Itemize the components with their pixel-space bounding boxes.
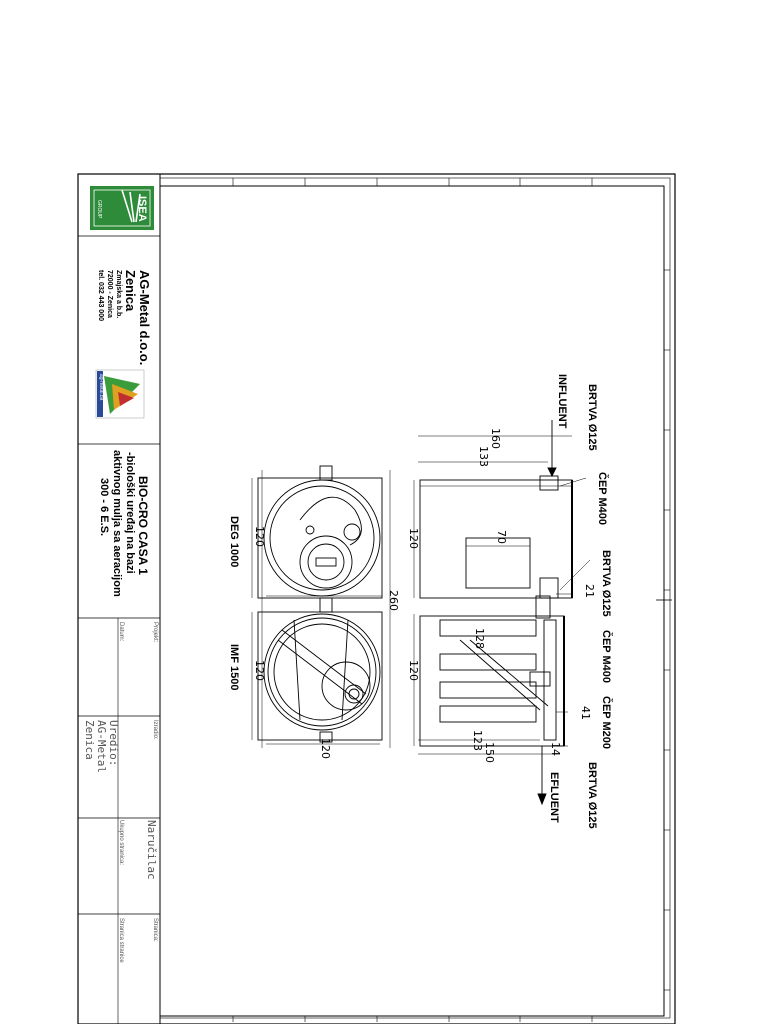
dim-120a: 120 (407, 528, 420, 549)
deg-view-label: DEG 1000 (228, 516, 240, 568)
product-line4: 300 - 6 E.S. (98, 478, 110, 537)
web-text: ag-metal.ba (98, 374, 104, 401)
ukupno-label: Ukupno stranica: (118, 820, 124, 866)
company-name: AG-Metal d.o.o. (137, 270, 152, 366)
cep-m400-a-label: ČEP M400 (596, 472, 608, 525)
product-line2: -biološki uređaj na bazi (124, 452, 136, 574)
dim-120c: 120 (253, 526, 266, 547)
company-phone: tel. 032 443 000 (97, 270, 104, 321)
company-postal: 72000 - Zenica (106, 270, 113, 318)
company-street: Zmajska a b.b. (115, 270, 122, 319)
influent-label: INFLUENT (556, 374, 568, 429)
izradio-value1: Uredio: (107, 720, 120, 767)
deg-tank-top-view (264, 466, 380, 612)
product-line3: aktivnog mulja sa aeracijom (111, 450, 123, 597)
logo-text: ISEA (136, 196, 148, 222)
dim-120e: 120 (319, 738, 332, 759)
imf-view-label: IMF 1500 (228, 644, 240, 691)
izradio-value3: Zenica (83, 720, 96, 760)
dim-150: 150 (483, 742, 496, 763)
efluent-label: EFLUENT (548, 772, 560, 823)
dim-160: 160 (489, 428, 502, 449)
dim-70: 70 (495, 530, 508, 544)
datum-label: Datum: (118, 622, 124, 642)
broj-label: Stranica stranice (118, 918, 124, 963)
dim-41: 41 (579, 706, 592, 720)
cep-m200-label: ČEP M200 (600, 696, 612, 749)
narucilac-label: Naručilac (145, 820, 158, 880)
dim-21: 21 (583, 584, 596, 598)
izradio-value2: AG-Metal (95, 720, 108, 773)
dim-133: 133 (477, 446, 490, 467)
dim-14: 14 (549, 742, 562, 756)
inner-frame (160, 186, 664, 1016)
side-view-imf (420, 596, 564, 804)
dim-260: 260 (387, 590, 400, 611)
imf-tank-top-view (264, 614, 380, 742)
brtva-bottom-label: BRTVA Ø125 (586, 762, 598, 829)
projekt-label: Projekt: (152, 622, 158, 643)
logo-subtext: GROUP (96, 200, 102, 219)
dim-123: 123 (471, 730, 484, 751)
company-city: Zenica (123, 270, 138, 312)
border-strip (160, 178, 670, 1018)
stranica-label: Stranica: (152, 918, 158, 942)
product-line1: BIO-CRO CASA 1 (136, 476, 150, 575)
izradio-label: Izradio: (152, 720, 158, 740)
dim-120d: 120 (253, 660, 266, 681)
brtva-mid-label: BRTVA Ø125 (600, 550, 612, 617)
outer-frame (78, 174, 675, 1024)
dim-120b: 120 (407, 660, 420, 681)
brtva-top-label: BRTVA Ø125 (586, 384, 598, 451)
dim-128: 128 (473, 628, 486, 649)
cep-m400-b-label: ČEP M400 (600, 630, 612, 683)
